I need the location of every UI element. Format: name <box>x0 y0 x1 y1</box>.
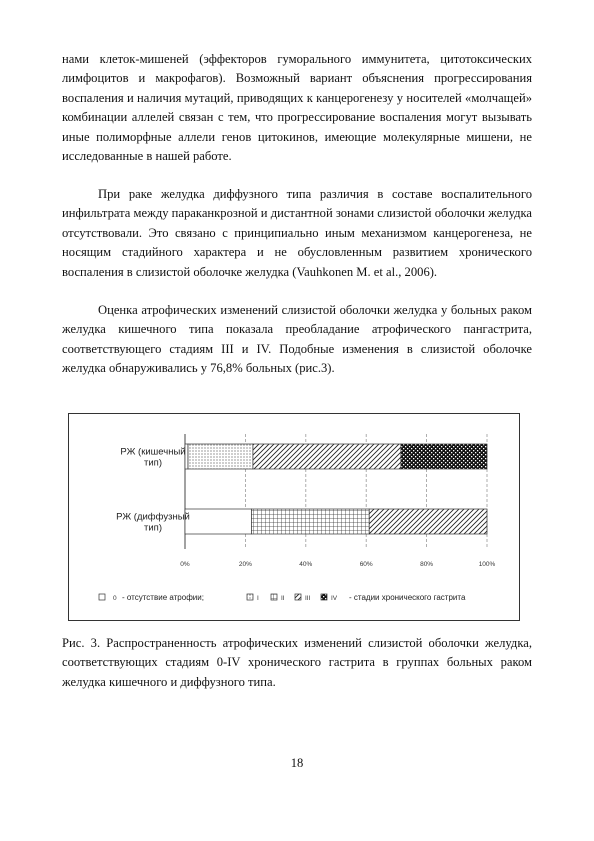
bar-segment-iii <box>369 509 487 534</box>
legend-text-no-atrophy: - отсутствие атрофии; <box>122 593 204 602</box>
body-paragraph-2: При раке желудка диффузного типа различия в составе воспалительного инфильтрата между параканкрозной и дистантной зонами слизистой оболочки желудка отсутствовали. Это связано с принципиально иным механизмом канцерогенеза, не носящим стадийного характера и не обусловленным развитием хронического воспаления в слизистой оболочке желудка (Vauhkonen M. et al., 2006). <box>62 187 532 279</box>
legend-label-0: 0 <box>113 595 117 602</box>
x-tick-label: 60% <box>359 561 373 568</box>
figure-3-chart <box>68 413 520 621</box>
bar-segment-iii <box>253 444 401 469</box>
legend-label-iii: III <box>305 595 311 602</box>
category-label: РЖ (кишечный тип) <box>120 446 186 469</box>
body-paragraph-3: Оценка атрофических изменений слизистой оболочки желудка у больных раком желудка кишечного типа показала преобладание атрофического пангастрита, соответствующего стадиям III и IV. Подобные изменения в слизистой оболочке желудка обнаруживались у 76,8% больных (рис.3). <box>62 303 532 376</box>
bar-segment-ii <box>251 509 369 534</box>
page-number: 18 <box>290 756 304 770</box>
body-paragraph-1: нами клеток-мишеней (эффекторов гуморального иммунитета, цитотоксических лимфоцитов и макрофагов). Возможный вариант объяснения прогрессирования воспаления и наличия мутаций, приводящих к канцерогенезу у носителей «молчащей» комбинации аллелей связан с тем, что прогрессирование воспаления могут вызывать иные полиморфные аллели генов цитокинов, имеющие молекулярные мишени, не исследованные в нашей работе. <box>62 52 532 164</box>
legend-swatch-0 <box>99 594 105 600</box>
legend-text-stages: - стадии хронического гастрита <box>349 593 466 602</box>
legend-swatch-ii <box>271 594 277 600</box>
x-tick-label: 40% <box>299 561 313 568</box>
stacked-bar-chart <box>69 414 519 620</box>
bar-segment-i <box>188 444 253 469</box>
x-tick-label: 20% <box>238 561 252 568</box>
x-tick-label: 100% <box>478 561 496 568</box>
legend-label-iv: IV <box>331 595 338 602</box>
legend-label-i: I <box>257 595 259 602</box>
bar-segment-iv <box>401 444 487 469</box>
x-tick-label: 0% <box>180 561 190 568</box>
legend-swatch-iii <box>295 594 301 600</box>
x-tick-label: 80% <box>420 561 434 568</box>
legend-swatch-iv <box>321 594 327 600</box>
legend-label-ii: II <box>281 595 285 602</box>
category-label: РЖ (диффузный тип) <box>116 511 190 534</box>
figure-caption: Рис. 3. Распространенность атрофических изменений слизистой оболочки желудка, соответствующих стадиям 0-IV хронического гастрита в группах больных раком желудка кишечного и диффузного типа. <box>62 636 532 689</box>
bar-segment-0 <box>185 509 251 534</box>
legend-swatch-i <box>247 594 253 600</box>
